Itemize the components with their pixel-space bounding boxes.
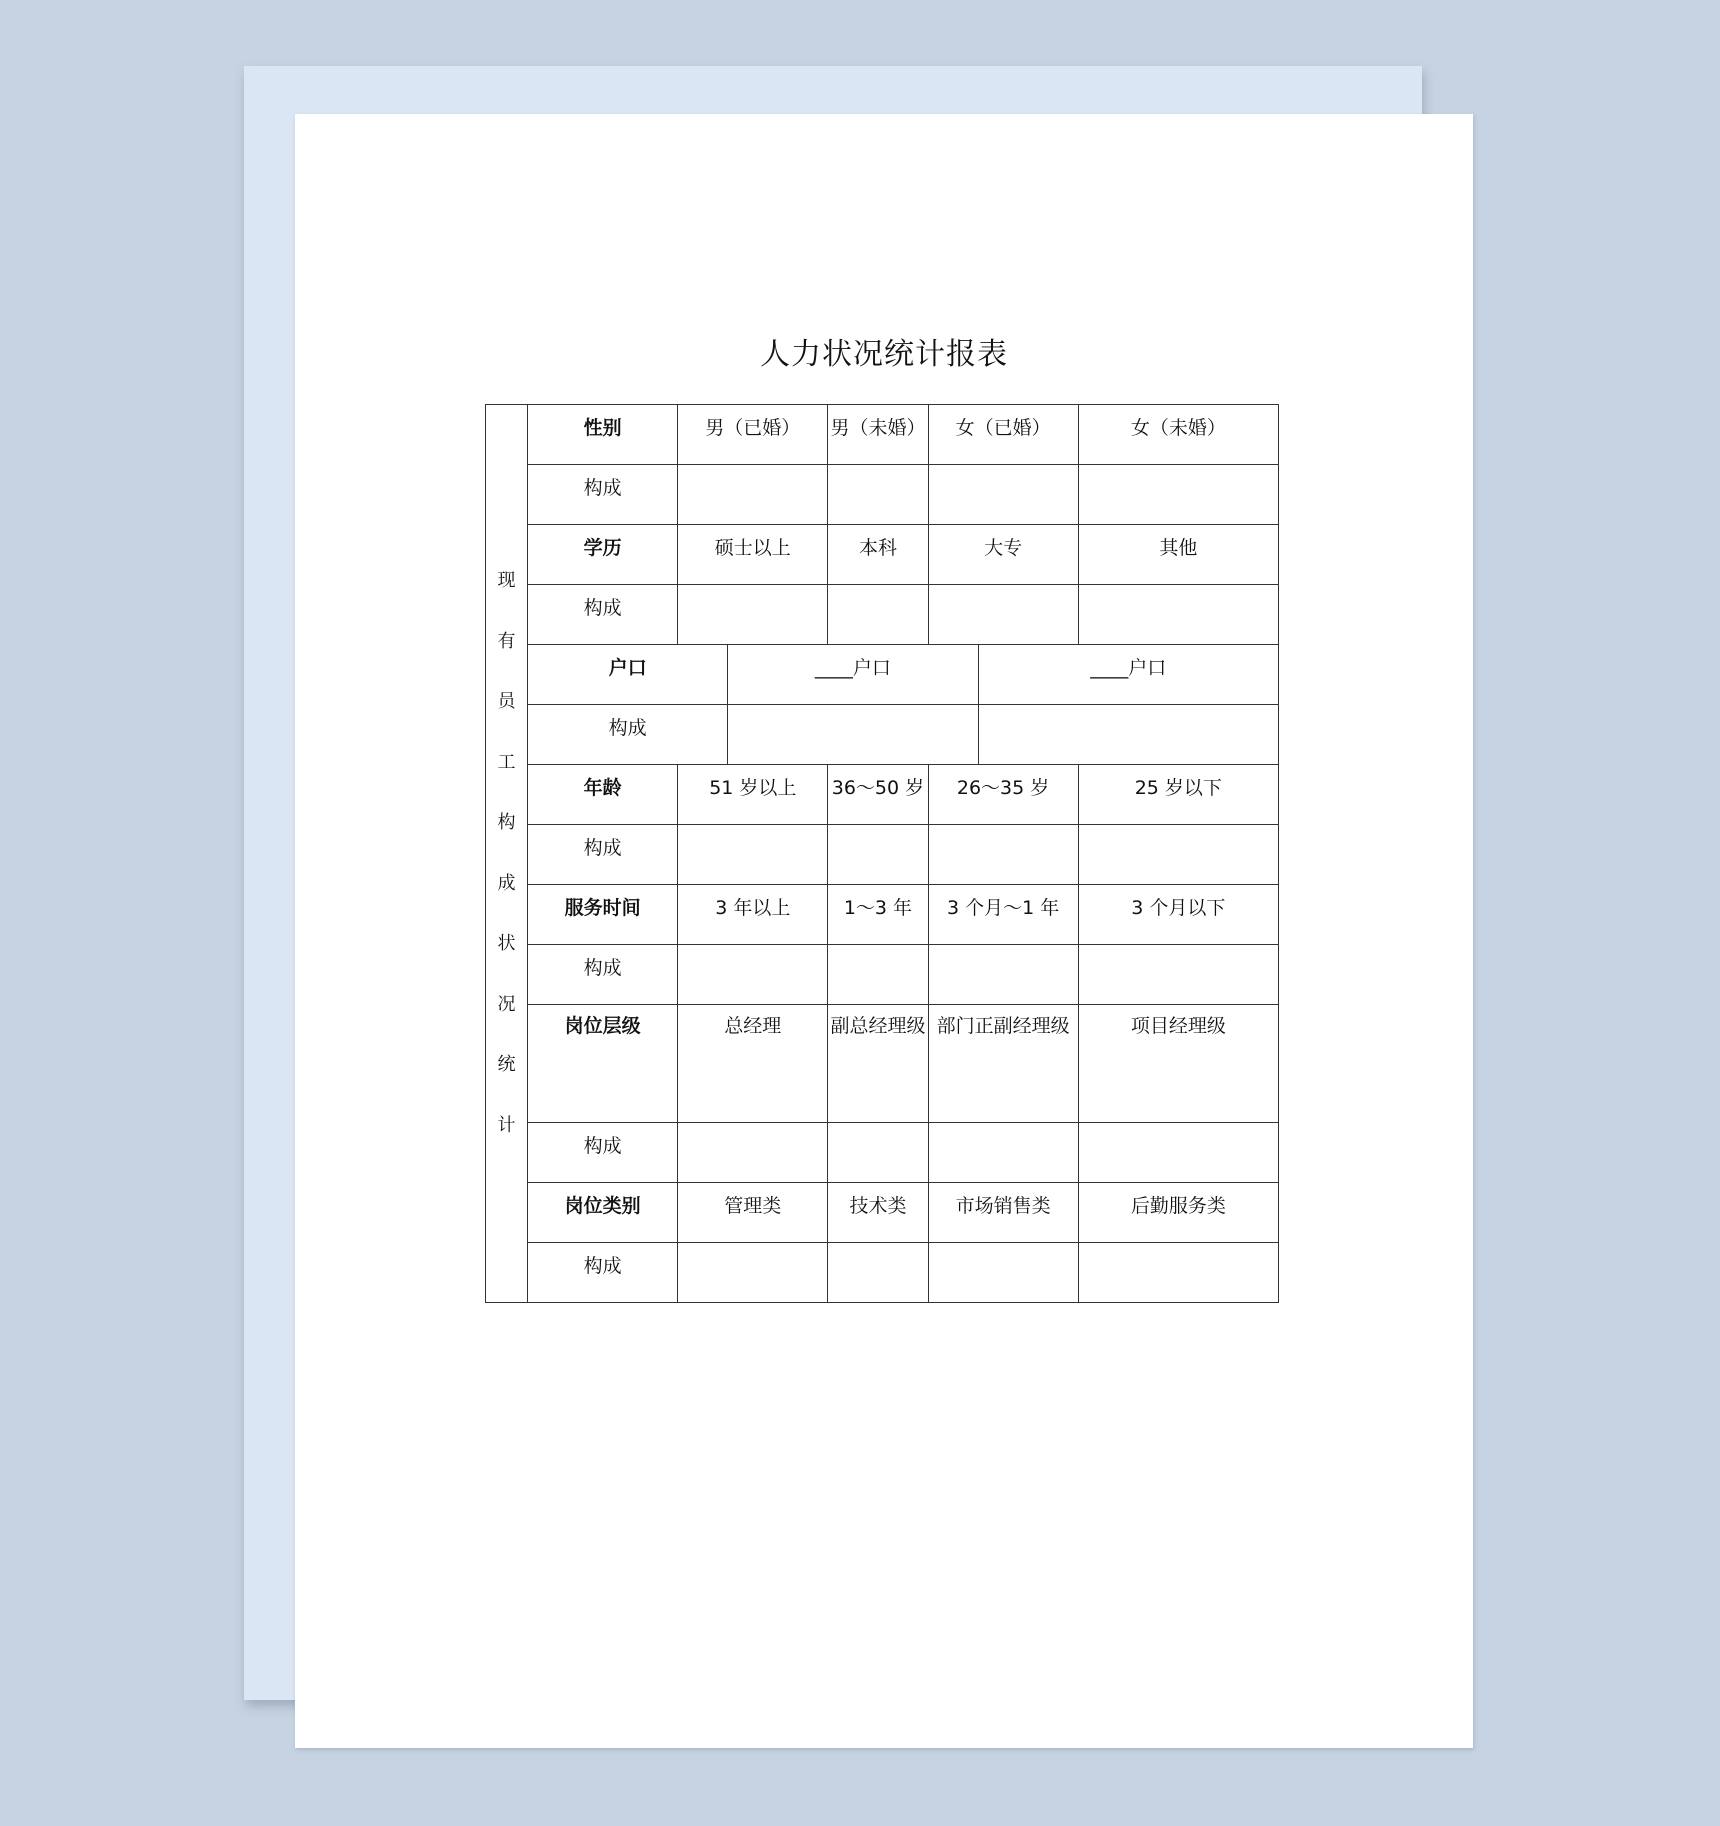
input-cell[interactable] xyxy=(1078,825,1278,885)
header-cell: 市场销售类 xyxy=(928,1183,1078,1243)
header-cell: 女（未婚） xyxy=(1078,405,1278,465)
header-cell: 3 个月～1 年 xyxy=(928,885,1078,945)
header-cell: 25 岁以下 xyxy=(1078,765,1278,825)
input-cell[interactable] xyxy=(678,465,828,525)
section-label: 现 有 员 工 构 成 状 况 统 计 xyxy=(486,405,528,1303)
header-cell: 3 个月以下 xyxy=(1078,885,1278,945)
table-row xyxy=(486,645,1279,705)
row-header-gender: 性别 xyxy=(528,405,678,465)
composition-label: 构成 xyxy=(528,1243,678,1303)
header-cell: ____户口 xyxy=(728,645,978,705)
input-cell[interactable] xyxy=(1078,1243,1278,1303)
input-cell[interactable] xyxy=(928,585,1078,645)
header-cell: 26～35 岁 xyxy=(928,765,1078,825)
table-row xyxy=(486,1005,1279,1123)
composition-label: 构成 xyxy=(528,825,678,885)
row-header-category: 岗位类别 xyxy=(528,1183,678,1243)
composition-label: 构成 xyxy=(528,1123,678,1183)
input-cell[interactable] xyxy=(1078,1123,1278,1183)
input-cell[interactable] xyxy=(828,825,928,885)
header-cell: 1～3 年 xyxy=(828,885,928,945)
header-cell: 管理类 xyxy=(678,1183,828,1243)
table-row xyxy=(486,585,1279,645)
composition-label: 构成 xyxy=(528,705,728,765)
table-row xyxy=(486,525,1279,585)
header-cell: 后勤服务类 xyxy=(1078,1183,1278,1243)
header-cell: 大专 xyxy=(928,525,1078,585)
input-cell[interactable] xyxy=(728,705,978,765)
table-row xyxy=(486,945,1279,1005)
header-cell: 项目经理级 xyxy=(1078,1005,1278,1123)
table-row xyxy=(486,465,1279,525)
composition-label: 构成 xyxy=(528,945,678,1005)
input-cell[interactable] xyxy=(828,465,928,525)
table-row xyxy=(486,1243,1279,1303)
header-cell: 硕士以上 xyxy=(678,525,828,585)
table-row xyxy=(486,825,1279,885)
header-cell: 36～50 岁 xyxy=(828,765,928,825)
hr-stats-table xyxy=(485,404,1279,1303)
header-cell: 男（已婚） xyxy=(678,405,828,465)
input-cell[interactable] xyxy=(828,1123,928,1183)
input-cell[interactable] xyxy=(828,945,928,1005)
header-cell: 男（未婚） xyxy=(828,405,928,465)
table-row xyxy=(486,705,1279,765)
table-row xyxy=(486,1123,1279,1183)
table-row xyxy=(486,405,1279,465)
document-page xyxy=(295,114,1473,1748)
header-cell: 技术类 xyxy=(828,1183,928,1243)
header-cell: 其他 xyxy=(1078,525,1278,585)
input-cell[interactable] xyxy=(928,1243,1078,1303)
header-cell: ____户口 xyxy=(978,645,1278,705)
row-header-education: 学历 xyxy=(528,525,678,585)
header-cell: 副总经理级 xyxy=(828,1005,928,1123)
table-row xyxy=(486,765,1279,825)
header-cell: 本科 xyxy=(828,525,928,585)
row-header-service: 服务时间 xyxy=(528,885,678,945)
input-cell[interactable] xyxy=(928,945,1078,1005)
input-cell[interactable] xyxy=(678,945,828,1005)
header-cell: 51 岁以上 xyxy=(678,765,828,825)
input-cell[interactable] xyxy=(928,1123,1078,1183)
row-header-age: 年龄 xyxy=(528,765,678,825)
input-cell[interactable] xyxy=(928,825,1078,885)
row-header-level: 岗位层级 xyxy=(528,1005,678,1123)
header-cell: 部门正副经理级 xyxy=(928,1005,1078,1123)
input-cell[interactable] xyxy=(828,585,928,645)
header-cell: 总经理 xyxy=(678,1005,828,1123)
header-cell: 3 年以上 xyxy=(678,885,828,945)
input-cell[interactable] xyxy=(1078,465,1278,525)
document-title: 人力状况统计报表 xyxy=(760,337,1008,372)
input-cell[interactable] xyxy=(678,1243,828,1303)
table-row xyxy=(486,885,1279,945)
header-cell: 女（已婚） xyxy=(928,405,1078,465)
composition-label: 构成 xyxy=(528,585,678,645)
input-cell[interactable] xyxy=(678,1123,828,1183)
input-cell[interactable] xyxy=(928,465,1078,525)
table-row xyxy=(486,1183,1279,1243)
input-cell[interactable] xyxy=(1078,585,1278,645)
input-cell[interactable] xyxy=(828,1243,928,1303)
input-cell[interactable] xyxy=(978,705,1278,765)
composition-label: 构成 xyxy=(528,465,678,525)
input-cell[interactable] xyxy=(678,825,828,885)
input-cell[interactable] xyxy=(1078,945,1278,1005)
row-header-hukou: 户口 xyxy=(528,645,728,705)
input-cell[interactable] xyxy=(678,585,828,645)
